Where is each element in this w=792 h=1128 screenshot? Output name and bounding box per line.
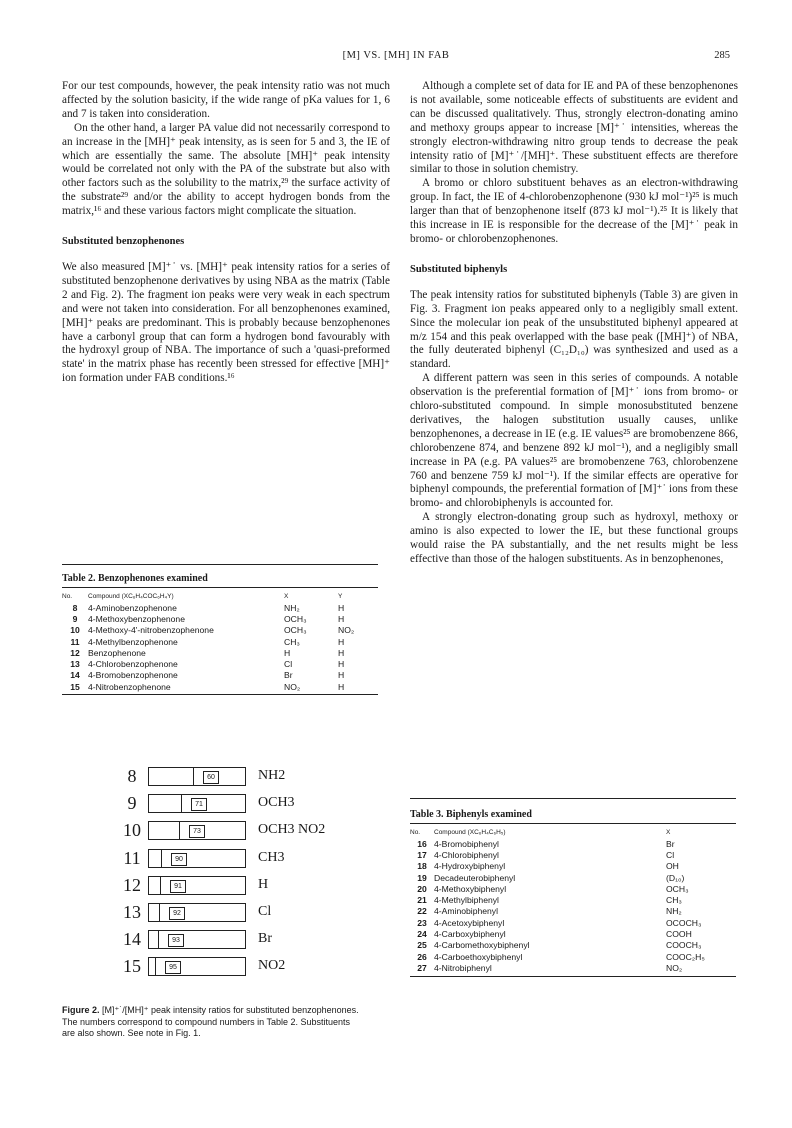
table-row — [62, 681, 378, 692]
table-row — [62, 670, 378, 681]
table-row — [62, 636, 378, 647]
table-cell: 20 — [417, 883, 427, 894]
paragraph: On the other hand, a larger PA value did not necessarily correspond to an increase in the [MH]⁺ peak intensity, as is seen for 5 and 3, the IE of which are essentially the same. The absolute [MH]⁺ peak intensity would be correlated not only with the PA of the substrate but also with other factors such as the solubility to the matrix,²⁹ the surface activity of the substrate²⁹ and/or the ability to accept hydrogen bonds from the matrix,¹⁶ and these various factors might complicate the situation. — [62, 121, 390, 218]
table-cell: NO₂ — [666, 962, 683, 973]
ratio-bar — [148, 821, 246, 840]
substituent-label: H — [258, 876, 269, 892]
table-cell: 19 — [417, 872, 427, 883]
substituent-label: Cl — [258, 904, 272, 919]
table-cell: COOCH₃ — [666, 940, 702, 951]
table-cell: H — [338, 647, 345, 658]
table-row — [410, 928, 736, 939]
table-cell: Br — [284, 670, 293, 681]
table-cell: 4-Methylbiphenyl — [434, 895, 499, 906]
table-rule — [410, 976, 736, 977]
ratio-value-label: 91 — [170, 880, 186, 893]
table-cell: H — [338, 681, 345, 692]
right-column — [410, 80, 738, 567]
compound-number: 9 — [127, 793, 137, 814]
table-rule — [62, 564, 378, 565]
paragraph: For our test compounds, however, the peak intensity ratio was not much affected by the solution basicity, if the wide range of pKa values for 1, 6 and 7 is taken into consideration. — [62, 80, 390, 120]
table-cell: 4-Methoxybiphenyl — [434, 883, 507, 894]
table-rule — [410, 798, 736, 799]
compound-number: 8 — [127, 766, 137, 786]
figure-caption-text: [M]⁺˙/[MH]⁺ peak intensity ratios for substituted benzophenones. The numbers correspond to compound numbers in Table 2. Substituents are also shown. See note in Fig. 1. — [62, 1005, 359, 1038]
substituent-label: NO2 — [258, 958, 286, 974]
table-row — [410, 838, 736, 849]
compound-number: 15 — [123, 956, 141, 977]
table-cell: 9 — [72, 613, 78, 624]
table-header-cell: X — [284, 592, 289, 600]
table-cell: 4-Chlorobenzophenone — [88, 659, 178, 670]
ratio-value-label: 71 — [191, 798, 207, 811]
table-row — [410, 940, 736, 951]
ratio-bar — [148, 903, 246, 922]
figure-2-bar-chart — [114, 766, 346, 1002]
table-row — [62, 658, 378, 669]
ratio-value-label: 95 — [165, 961, 181, 974]
table-cell: Br — [666, 838, 675, 849]
figure-row — [114, 929, 346, 951]
table-cell: 21 — [417, 895, 427, 906]
running-header — [62, 50, 730, 66]
table-cell: CH₃ — [284, 636, 300, 647]
figure-row — [114, 766, 346, 788]
table-cell: 4-Chlorobiphenyl — [434, 849, 499, 860]
table-cell: 12 — [70, 647, 80, 658]
ratio-divider — [160, 877, 161, 894]
table-cell: 4-Aminobenzophenone — [88, 602, 177, 613]
ratio-divider — [158, 931, 159, 948]
page-number: 285 — [714, 50, 730, 61]
table-cell: Benzophenone — [88, 647, 146, 658]
substituent-label: NH2 — [258, 768, 286, 783]
paragraph: We also measured [M]⁺˙ vs. [MH]⁺ peak intensity ratios for a series of substituted benzophenone derivatives by using NBA as the matrix (Table 2 and Fig. 2). The fragment ion peaks were very weak in each spectrum and were not taken into consideration. For all benzophenones examined, [MH]⁺ peaks are predominant. This is probably because benzophenones have a carbonyl group that can form a hydrogen bond favourably with the hydroxyl group of NBA. The importance of such a 'quasi-preformed state' in the matrix phase has recently been stressed for effective [MH]⁺ ion formation under FAB conditions.¹⁶ — [62, 260, 390, 385]
ratio-value-label: 92 — [169, 907, 185, 920]
compound-number: 10 — [123, 820, 141, 841]
table-cell: 4-Carboethoxybiphenyl — [434, 951, 523, 962]
ratio-divider — [181, 795, 182, 812]
table-cell: OCH₃ — [284, 625, 307, 636]
ratio-bar — [148, 930, 246, 949]
ratio-bar — [148, 794, 246, 813]
table-cell: 4-Carboxybiphenyl — [434, 929, 506, 940]
table-cell: 13 — [70, 659, 80, 670]
table-header-cell: Compound (XC₆H₄C₆H₅) — [434, 828, 506, 836]
section-heading: Substituted benzophenones — [62, 236, 185, 248]
table-rule — [62, 694, 378, 695]
table-3-grid — [410, 826, 736, 974]
figure-2-caption — [62, 1005, 362, 1040]
substituent-label: CH3 — [258, 849, 285, 865]
ratio-value-label: 73 — [189, 825, 205, 838]
table-cell: 15 — [70, 681, 80, 692]
compound-number: 13 — [123, 902, 141, 922]
table-cell: OCOCH₃ — [666, 917, 702, 928]
figure-row — [114, 793, 346, 815]
table-caption: Table 3. Biphenyls examined — [410, 809, 532, 820]
table-row — [410, 962, 736, 973]
ratio-divider — [161, 850, 162, 867]
paragraph: A different pattern was seen in this series of compounds. A notable observation is the preferential formation of [M]⁺˙ ions from bromo- or chloro-substituted compound. In simple monosubstituted benzene derivatives, the halogen substitution usually causes, unlike benzophenones, a decrease in IE (e.g. IE values²⁵ are bromobenzene 866, chlorobenzene 874, and benzene 892 kJ mol⁻¹), and a negligibly small increase in PA (e.g. PA values²⁵ are bromobenzene 763, chlorobenzene 760 and benzene 759 kJ mol⁻¹). If the similar effects are operative for biphenyl compounds, the preferential formation of [M]⁺˙ ions from these bromo- and chlorobiphenyls is accounted for. — [410, 372, 738, 510]
table-rule — [62, 587, 378, 588]
table-cell: 26 — [417, 951, 427, 962]
figure-row — [114, 956, 346, 978]
ratio-divider — [179, 822, 180, 839]
table-row — [410, 861, 736, 872]
table-cell: 14 — [70, 670, 80, 681]
table-cell: H — [338, 636, 345, 647]
table-cell: NO₂ — [284, 681, 301, 692]
paragraph: Although a complete set of data for IE and PA of these benzophenones is not available, some noticeable effects of substituents are evident and can be discussed qualitatively. Thus, strongly electron-donating amino and methoxy groups appear to increase [M]⁺˙ intensities, whereas the strongly electron-withdrawing nitro group tends to decrease the peak intensity ratio of [M]⁺˙/[MH]⁺. These substituent effects are therefore similar to those in solution chemistry. — [410, 80, 738, 176]
table-cell: 24 — [417, 929, 427, 940]
table-cell: 4-Aminobiphenyl — [434, 906, 499, 917]
ratio-value-label: 90 — [171, 853, 187, 866]
table-row — [62, 647, 378, 658]
table-cell: 25 — [417, 940, 427, 951]
table-cell: 4-Bromobiphenyl — [434, 838, 499, 849]
ratio-divider — [159, 904, 160, 921]
table-row — [410, 883, 736, 894]
ratio-divider — [155, 958, 156, 975]
running-title: [M] VS. [MH] IN FAB — [342, 50, 450, 61]
ratio-bar — [148, 957, 246, 976]
paragraph: A bromo or chloro substituent behaves as an electron-withdrawing group. In fact, the IE of 4-chlorobenzophenone (930 kJ mol⁻¹)²⁵ is much larger than that of benzophenone itself (873 kJ mol⁻¹).²⁵ It is likely that this increase in IE is responsible for the decrease of the [M]⁺˙ peak in bromo- or chlorobenzophenones. — [410, 177, 738, 245]
table-row — [410, 849, 736, 860]
figure-row — [114, 875, 346, 897]
table-cell: COOH — [666, 929, 692, 940]
table-cell: 18 — [417, 861, 427, 872]
table-header-cell: No. — [62, 592, 73, 600]
paragraph: A strongly electron-donating group such as hydroxyl, methoxy or amino is also expected to lower the IE, but these functional groups would raise the PA substantially, and the net results might be less effective than those of the halogen substituents. As in benzophenones, — [410, 511, 738, 565]
table-cell: 23 — [417, 917, 427, 928]
table-cell: 4-Methylbenzophenone — [88, 636, 178, 647]
ratio-bar — [148, 876, 246, 895]
table-cell: H — [338, 659, 345, 670]
figure-row — [114, 820, 346, 842]
substituent-label: Br — [258, 931, 272, 947]
table-header-cell: Y — [338, 592, 343, 600]
table-cell: NH₂ — [284, 602, 300, 613]
figure-row — [114, 848, 346, 870]
table-rule — [410, 823, 736, 824]
table-cell: OH — [666, 861, 679, 872]
table-cell: 10 — [70, 625, 80, 636]
table-cell: 8 — [72, 602, 78, 613]
table-3 — [410, 798, 736, 977]
table-header-cell: Compound (XC₆H₄COC₆H₄Y) — [88, 592, 174, 600]
table-row — [410, 917, 736, 928]
table-2 — [62, 564, 378, 695]
table-row — [62, 625, 378, 636]
ratio-divider — [193, 768, 194, 785]
table-cell: (D₁₀) — [666, 872, 685, 883]
table-cell: H — [338, 602, 345, 613]
table-row — [62, 602, 378, 613]
table-cell: 4-Methoxy-4'-nitrobenzophenone — [88, 625, 214, 636]
table-cell: OCH₃ — [666, 883, 689, 894]
substituent-label: OCH3 — [258, 795, 295, 811]
table-cell: H — [338, 613, 345, 624]
figure-row — [114, 902, 346, 924]
table-cell: OCH₃ — [284, 613, 307, 624]
table-header-cell: X — [666, 828, 671, 836]
table-cell: COOC₂H₅ — [666, 951, 705, 962]
compound-number: 14 — [123, 929, 141, 950]
table-cell: NO₂ — [338, 625, 355, 636]
table-cell: Decadeuterobiphenyl — [434, 872, 516, 883]
table-cell: 4-Nitrobenzophenone — [88, 681, 171, 692]
table-cell: 27 — [417, 962, 427, 973]
table-cell: NH₂ — [666, 906, 682, 917]
table-cell: H — [284, 647, 291, 658]
table-cell: 11 — [70, 636, 80, 647]
section-heading: Substituted biphenyls — [410, 263, 508, 275]
table-cell: 22 — [417, 906, 427, 917]
table-row — [62, 613, 378, 624]
table-cell: 16 — [417, 838, 427, 849]
paragraph: The peak intensity ratios for substituted biphenyls (Table 3) are given in Fig. 3. Fragment ion peaks appeared only to a negligibly small extent. Since the molecular ion peak of the unsubstituted biphenyl appeared at m/z 154 and this peak overlapped with the base peak ([MH]⁺) of NBA, the fully deuterated biphenyl (C₁₂D₁₀) was synthesized and used as a standard. — [410, 288, 738, 371]
table-cell: 4-Nitrobiphenyl — [434, 962, 492, 973]
compound-number: 11 — [123, 847, 141, 868]
table-cell: Cl — [666, 849, 675, 860]
ratio-bar — [148, 767, 246, 786]
ratio-value-label: 93 — [168, 934, 184, 947]
table-caption: Table 2. Benzophenones examined — [62, 573, 208, 584]
ratio-value-label: 60 — [203, 771, 219, 784]
table-cell: 4-Carbomethoxybiphenyl — [434, 940, 530, 951]
table-cell: 4-Hydroxybiphenyl — [434, 861, 506, 872]
figure-label: Figure 2. — [62, 1005, 100, 1015]
table-cell: 4-Bromobenzophenone — [88, 670, 178, 681]
table-row — [410, 906, 736, 917]
table-row — [410, 872, 736, 883]
compound-number: 12 — [123, 874, 141, 895]
table-cell: CH₃ — [666, 895, 682, 906]
ratio-bar — [148, 849, 246, 868]
table-cell: Cl — [284, 659, 293, 670]
table-row — [410, 894, 736, 905]
substituent-label: OCH3 NO2 — [258, 822, 326, 838]
table-cell: H — [338, 670, 345, 681]
table-2-grid — [62, 590, 378, 692]
table-cell: 4-Methoxybenzophenone — [88, 613, 185, 624]
table-cell: 4-Acetoxybiphenyl — [434, 917, 505, 928]
table-row — [410, 951, 736, 962]
left-column — [62, 80, 390, 386]
table-header-cell: No. — [410, 828, 421, 836]
table-cell: 17 — [417, 849, 427, 860]
